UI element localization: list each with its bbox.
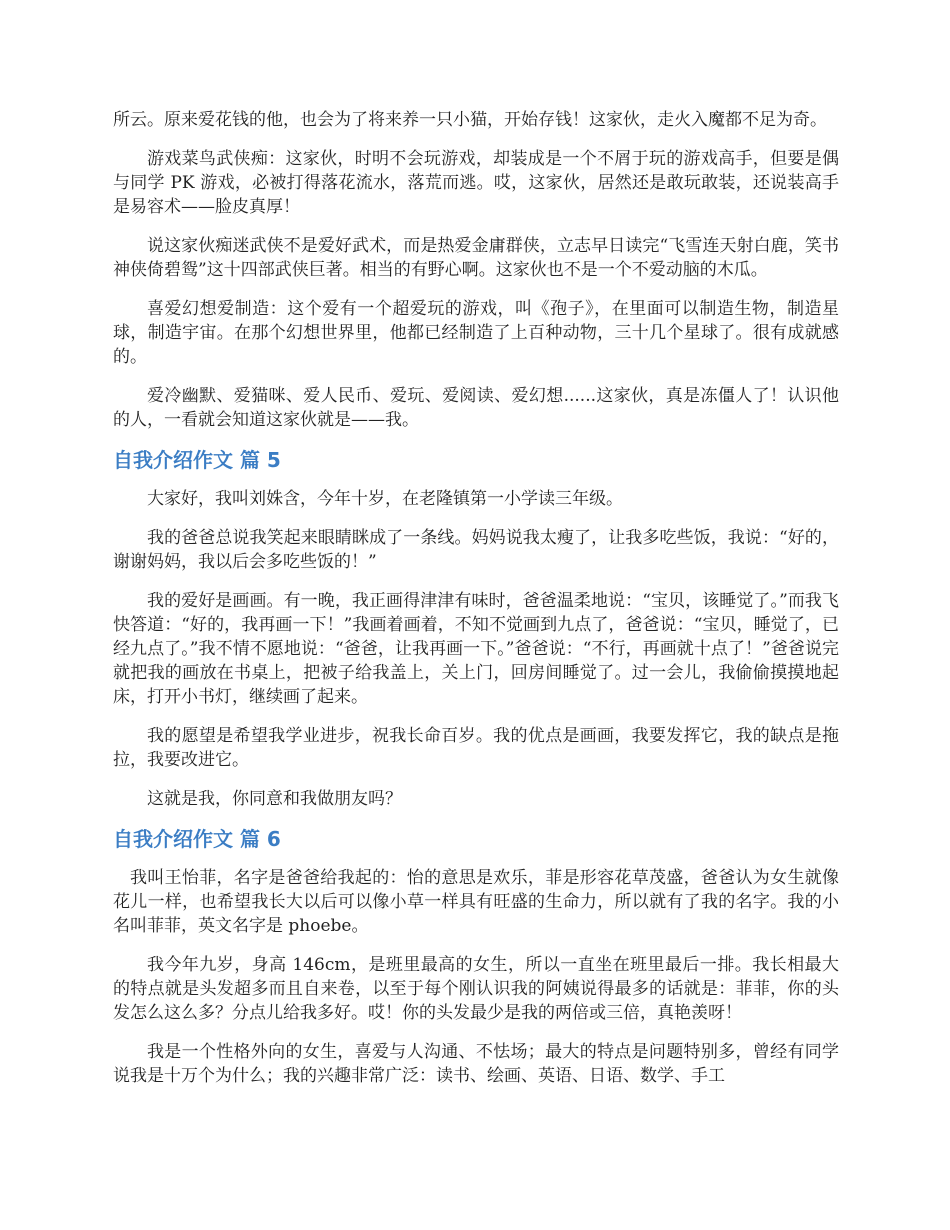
paragraph: 喜爱幻想爱制造：这个爱有一个超爱玩的游戏，叫《孢子》，在里面可以制造生物，制造星球，制造宇宙。在那个幻想世界里，他都已经制造了上百种动物，三十几个星球了。很有成就感的。 [113, 299, 839, 367]
document-page [113, 108, 839, 1103]
paragraph: 这就是我，你同意和我做朋友吗？ [147, 789, 402, 809]
paragraph: 我的爸爸总说我笑起来眼睛眯成了一条线。妈妈说我太瘦了，让我多吃些饭，我说：“好的，谢谢妈妈，我以后会多吃些饭的！” [113, 528, 839, 572]
paragraph: 我的愿望是希望我学业进步，祝我长命百岁。我的优点是画画，我要发挥它，我的缺点是拖拉，我要改进它。 [113, 726, 839, 770]
paragraph: 我叫王怡菲，名字是爸爸给我起的：怡的意思是欢乐，菲是形容花草茂盛，爸爸认为女生就像花儿一样，也希望我长大以后可以像小草一样具有旺盛的生命力，所以就有了我的名字。我的小名叫菲菲，英文名字是 phoebe。 [113, 868, 839, 936]
paragraph: 我是一个性格外向的女生，喜爱与人沟通、不怯场；最大的特点是问题特别多，曾经有同学说我是十万个为什么；我的兴趣非常广泛：读书、绘画、英语、日语、数学、手工 [113, 1042, 839, 1086]
section-heading-5: 自我介绍作文 篇 5 [113, 448, 281, 472]
paragraph: 我今年九岁，身高 146cm，是班里最高的女生，所以一直坐在班里最后一排。我长相最大的特点就是头发超多而且自来卷，以至于每个刚认识我的阿姨说得最多的话就是：菲菲，你的头发怎么这么多？分点儿给我多好。哎！你的头发最少是我的两倍或三倍，真艳羡呀！ [113, 955, 839, 1023]
paragraph: 所云。原来爱花钱的他，也会为了将来养一只小猫，开始存钱！这家伙，走火入魔都不足为奇。 [113, 110, 827, 130]
paragraph: 爱冷幽默、爱猫咪、爱人民币、爱玩、爱阅读、爱幻想......这家伙，真是冻僵人了！认识他的人，一看就会知道这家伙就是——我。 [113, 386, 839, 430]
paragraph: 说这家伙痴迷武侠不是爱好武术，而是热爱金庸群侠，立志早日读完“飞雪连天射白鹿，笑书神侠倚碧鸳”这十四部武侠巨著。相当的有野心啊。这家伙也不是一个不爱动脑的木瓜。 [113, 236, 839, 280]
paragraph: 游戏菜鸟武侠痴：这家伙，时明不会玩游戏，却装成是一个不屑于玩的游戏高手，但要是偶与同学 PK 游戏，必被打得落花流水，落荒而逃。哎，这家伙，居然还是敢玩敢装，还说装高手是易容术——脸皮真厚！ [113, 149, 839, 217]
paragraph: 我的爱好是画画。有一晚，我正画得津津有味时，爸爸温柔地说：“宝贝，该睡觉了。”而我飞快答道：“好的，我再画一下！”我画着画着，不知不觉画到九点了，爸爸说：“宝贝，睡觉了，已经九点了。”我不情不愿地说：“爸爸，让我再画一下。”爸爸说：“不行，再画就十点了！”爸爸说完就把我的画放在书桌上，把被子给我盖上，关上门，回房间睡觉了。过一会儿，我偷偷摸摸地起床，打开小书灯，继续画了起来。 [113, 591, 839, 707]
section-heading-6: 自我介绍作文 篇 6 [113, 827, 281, 851]
paragraph: 大家好，我叫刘姝含，今年十岁，在老隆镇第一小学读三年级。 [147, 489, 623, 509]
